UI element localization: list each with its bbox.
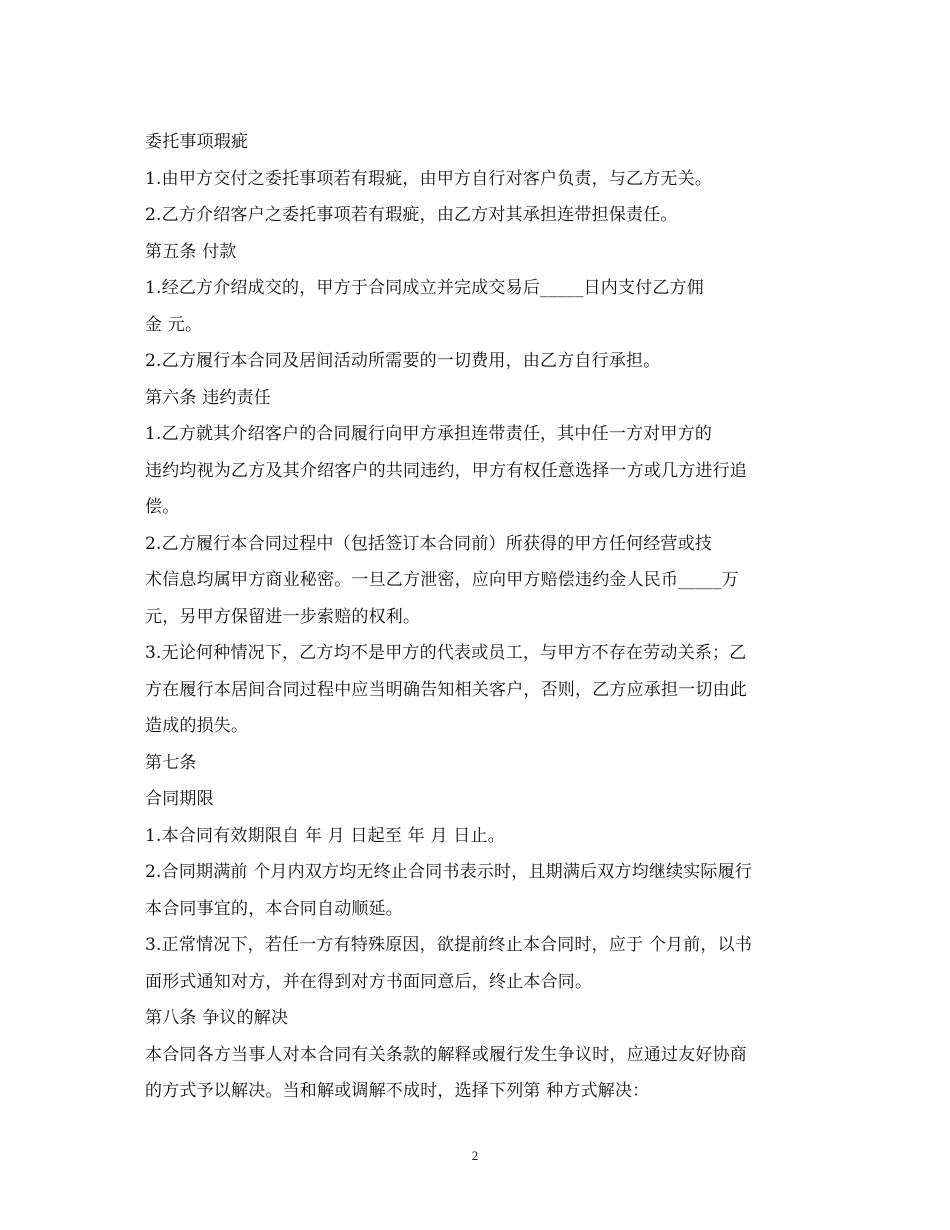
clause-line: 2.合同期满前 个月内双方均无终止合同书表示时，且期满后双方均继续实际履行	[145, 862, 753, 882]
section-heading-article-7: 第七条	[145, 752, 197, 773]
clause-line: 2.乙方履行本合同过程中（包括签订本合同前）所获得的甲方任何经营或技	[145, 533, 713, 554]
clause-line: 本合同各方当事人对本合同有关条款的解释或履行发生争议时，应通过友好协商	[145, 1044, 747, 1065]
clause-line: 2.乙方介绍客户之委托事项若有瑕疵，由乙方对其承担连带担保责任。	[145, 205, 678, 225]
section-heading-payment: 第五条 付款	[145, 241, 237, 262]
section-heading-term: 合同期限	[145, 789, 214, 809]
clause-line: 本合同事宜的，本合同自动顺延。	[145, 898, 403, 919]
clause-line: 的方式予以解决。当和解或调解不成时，选择下列第 种方式解决：	[145, 1081, 650, 1101]
clause-line: 术信息均属甲方商业秘密。一旦乙方泄密，应向甲方赔偿违约金人民币_____万	[145, 570, 739, 590]
clause-line: 金 元。	[145, 314, 203, 335]
section-heading-defects: 委托事项瑕疵	[145, 132, 249, 152]
clause-line: 方在履行本居间合同过程中应当明确告知相关客户，否则，乙方应承担一切由此	[145, 679, 747, 700]
page-number: 2	[471, 1148, 479, 1163]
clause-line: 违约均视为乙方及其介绍客户的共同违约，甲方有权任意选择一方或几方进行追	[145, 460, 747, 481]
clause-line: 造成的损失。	[145, 716, 249, 736]
clause-line: 1.由甲方交付之委托事项若有瑕疵，由甲方自行对客户负责，与乙方无关。	[145, 168, 713, 189]
clause-line: 元，另甲方保留进一步索赔的权利。	[145, 606, 421, 627]
clause-line: 1.乙方就其介绍客户的合同履行向甲方承担连带责任，其中任一方对甲方的	[145, 424, 713, 444]
clause-line: 面形式通知对方，并在得到对方书面同意后，终止本合同。	[145, 971, 593, 992]
clause-line: 2.乙方履行本合同及居间活动所需要的一切费用，由乙方自行承担。	[145, 351, 661, 371]
clause-line: 1.经乙方介绍成交的，甲方于合同成立并完成交易后_____日内支付乙方佣	[145, 278, 704, 298]
clause-line: 3.无论何种情况下，乙方均不是甲方的代表或员工，与甲方不存在劳动关系；乙	[145, 643, 747, 663]
section-heading-liability: 第六条 违约责任	[145, 387, 272, 408]
clause-line: 偿。	[145, 497, 180, 517]
clause-line: 3.正常情况下，若任一方有特殊原因，欲提前终止本合同时，应于 个月前，以书	[145, 935, 753, 955]
clause-line: 1.本合同有效期限自 年 月 日起至 年 月 日止。	[145, 825, 505, 846]
section-heading-disputes: 第八条 争议的解决	[145, 1008, 289, 1028]
document-body	[145, 124, 815, 1110]
